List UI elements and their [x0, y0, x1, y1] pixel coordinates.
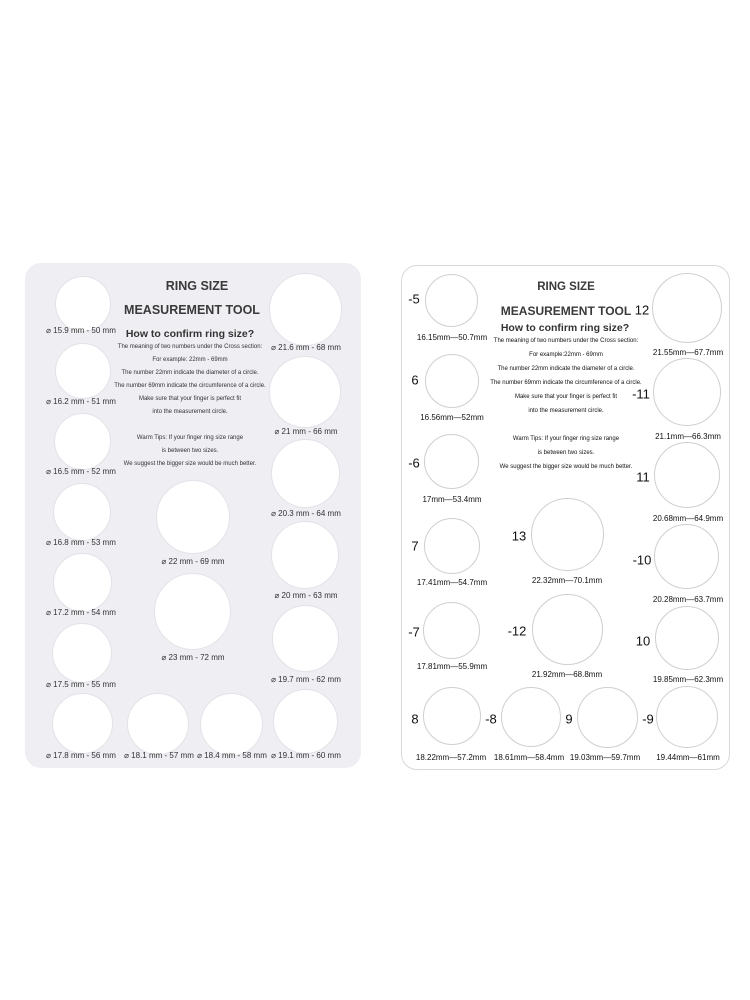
title-ring-size: RING SIZE — [537, 281, 595, 293]
tips-line: Warm Tips: If your finger ring size range — [512, 436, 620, 442]
ring-hole — [656, 686, 718, 748]
explain-line: The number 22mm indicate the diameter of a circle. — [121, 370, 259, 376]
ring-caption: ⌀ 18.1 mm - 57 mm — [124, 751, 194, 760]
ring-size-number: 7 — [411, 538, 419, 554]
ring-sizer-card-right — [401, 265, 730, 770]
ring-caption: ⌀ 17.8 mm - 56 mm — [46, 751, 116, 760]
ring-size-number: -6 — [408, 455, 420, 471]
ring-size-number: 10 — [635, 633, 651, 649]
ring-size-number: -5 — [408, 291, 420, 307]
explain-line: The number 69mm indicate the circumference of a circle. — [114, 383, 266, 389]
explain-line: The meaning of two numbers under the Cross section: — [117, 344, 263, 350]
ring-size-number: 9 — [565, 711, 573, 727]
ring-caption: ⌀ 17.5 mm - 55 mm — [46, 680, 116, 689]
explain-line: For example: 22mm - 69mm — [152, 357, 228, 363]
ring-caption: ⌀ 16.8 mm - 53 mm — [46, 538, 116, 547]
explain-line: into the measurement circle. — [528, 408, 604, 414]
ring-hole — [654, 442, 720, 508]
ring-caption: 16.56mm—52mm — [420, 413, 484, 422]
explain-line: Make sure that your finger is perfect fit — [138, 396, 242, 402]
ring-caption: ⌀ 17.2 mm - 54 mm — [46, 608, 116, 617]
ring-caption: ⌀ 22 mm - 69 mm — [161, 557, 225, 566]
ring-hole — [53, 553, 112, 612]
ring-hole — [425, 274, 478, 327]
tips-line: Warm Tips: If your finger ring size range — [136, 435, 244, 441]
explain-line: The meaning of two numbers under the Cross section: — [493, 338, 639, 344]
ring-hole — [127, 693, 189, 755]
subtitle-how-to: How to confirm ring size? — [125, 328, 255, 340]
ring-size-number: -11 — [632, 386, 650, 402]
ring-caption: ⌀ 19.7 mm - 62 mm — [271, 675, 341, 684]
ring-caption: 21.1mm—66.3mm — [655, 432, 721, 441]
ring-size-number: -9 — [642, 711, 654, 727]
ring-hole — [424, 518, 480, 574]
title-ring-size: RING SIZE — [165, 279, 229, 293]
ring-caption: ⌀ 20.3 mm - 64 mm — [271, 509, 341, 518]
ring-caption: 21.92mm—68.8mm — [531, 670, 603, 679]
ring-hole — [55, 343, 111, 399]
ring-hole — [154, 573, 231, 650]
ring-caption: ⌀ 23 mm - 72 mm — [161, 653, 225, 662]
ring-hole — [577, 687, 638, 748]
ring-hole — [271, 521, 339, 589]
explain-line: into the measurement circle. — [152, 409, 228, 415]
ring-hole — [55, 276, 111, 332]
ring-hole — [273, 689, 338, 754]
ring-hole — [532, 594, 603, 665]
tips-line: is between two sizes. — [161, 448, 219, 454]
ring-caption: ⌀ 21 mm - 66 mm — [274, 427, 338, 436]
ring-caption: 20.28mm—63.7mm — [652, 595, 724, 604]
ring-caption: 20.68mm—64.9mm — [652, 514, 724, 523]
ring-caption: 17.41mm—54.7mm — [416, 578, 488, 587]
explain-line: The number 69mm indicate the circumference of a circle. — [490, 380, 642, 386]
ring-size-number: 8 — [411, 711, 419, 727]
explain-line: Make sure that your finger is perfect fit — [514, 394, 618, 400]
ring-hole — [269, 273, 342, 346]
tips-line: We suggest the bigger size would be much better. — [123, 461, 257, 467]
ring-size-number: -8 — [485, 711, 497, 727]
explain-line: For example:22mm - 69mm — [529, 352, 603, 358]
ring-hole — [423, 687, 481, 745]
ring-size-number: -10 — [632, 552, 652, 568]
tips-line: is between two sizes. — [537, 450, 595, 456]
ring-caption: 17mm—53.4mm — [422, 495, 482, 504]
ring-hole — [424, 434, 479, 489]
ring-hole — [269, 356, 341, 428]
ring-caption: ⌀ 16.2 mm - 51 mm — [46, 397, 116, 406]
ring-caption: 18.22mm—57.2mm — [415, 753, 487, 762]
ring-caption: 19.44mm—61mm — [656, 753, 720, 762]
ring-hole — [423, 602, 480, 659]
ring-hole — [52, 693, 113, 754]
ring-sizer-card-left — [25, 263, 361, 768]
ring-hole — [52, 623, 112, 683]
ring-hole — [271, 439, 340, 508]
ring-hole — [53, 483, 111, 541]
subtitle-how-to: How to confirm ring size? — [500, 322, 630, 334]
ring-caption: ⌀ 19.1 mm - 60 mm — [271, 751, 341, 760]
ring-hole — [425, 354, 479, 408]
ring-caption: 19.03mm—59.7mm — [569, 753, 641, 762]
ring-caption: ⌀ 21.6 mm - 68 mm — [271, 343, 341, 352]
ring-hole — [54, 413, 111, 470]
ring-caption: ⌀ 15.9 mm - 50 mm — [46, 326, 116, 335]
tips-line: We suggest the bigger size would be much better. — [499, 464, 633, 470]
ring-size-number: 11 — [636, 469, 650, 485]
explain-line: The number 22mm indicate the diameter of a circle. — [497, 366, 635, 372]
ring-caption: 18.61mm—58.4mm — [493, 753, 565, 762]
ring-size-number: -7 — [408, 624, 420, 640]
ring-hole — [200, 693, 263, 756]
ring-hole — [653, 358, 721, 426]
ring-size-number: 6 — [411, 372, 419, 388]
ring-hole — [531, 498, 604, 571]
ring-caption: 22.32mm—70.1mm — [531, 576, 603, 585]
ring-caption: ⌀ 16.5 mm - 52 mm — [46, 467, 116, 476]
ring-size-number: 12 — [634, 302, 650, 318]
ring-caption: 16.15mm—50.7mm — [416, 333, 488, 342]
ring-hole — [272, 605, 339, 672]
ring-hole — [654, 524, 719, 589]
ring-hole — [156, 480, 230, 554]
ring-caption: 19.85mm—62.3mm — [652, 675, 724, 684]
title-measurement-tool: MEASUREMENT TOOL — [124, 303, 260, 317]
title-measurement-tool: MEASUREMENT TOOL — [500, 304, 632, 318]
ring-caption: ⌀ 18.4 mm - 58 mm — [197, 751, 267, 760]
ring-size-number: -12 — [507, 623, 527, 639]
ring-caption: 17.81mm—55.9mm — [416, 662, 488, 671]
ring-caption: 21.55mm—67.7mm — [652, 348, 724, 357]
ring-hole — [501, 687, 561, 747]
ring-size-number: 13 — [511, 528, 527, 544]
ring-hole — [655, 606, 719, 670]
ring-hole — [652, 273, 722, 343]
ring-caption: ⌀ 20 mm - 63 mm — [274, 591, 338, 600]
